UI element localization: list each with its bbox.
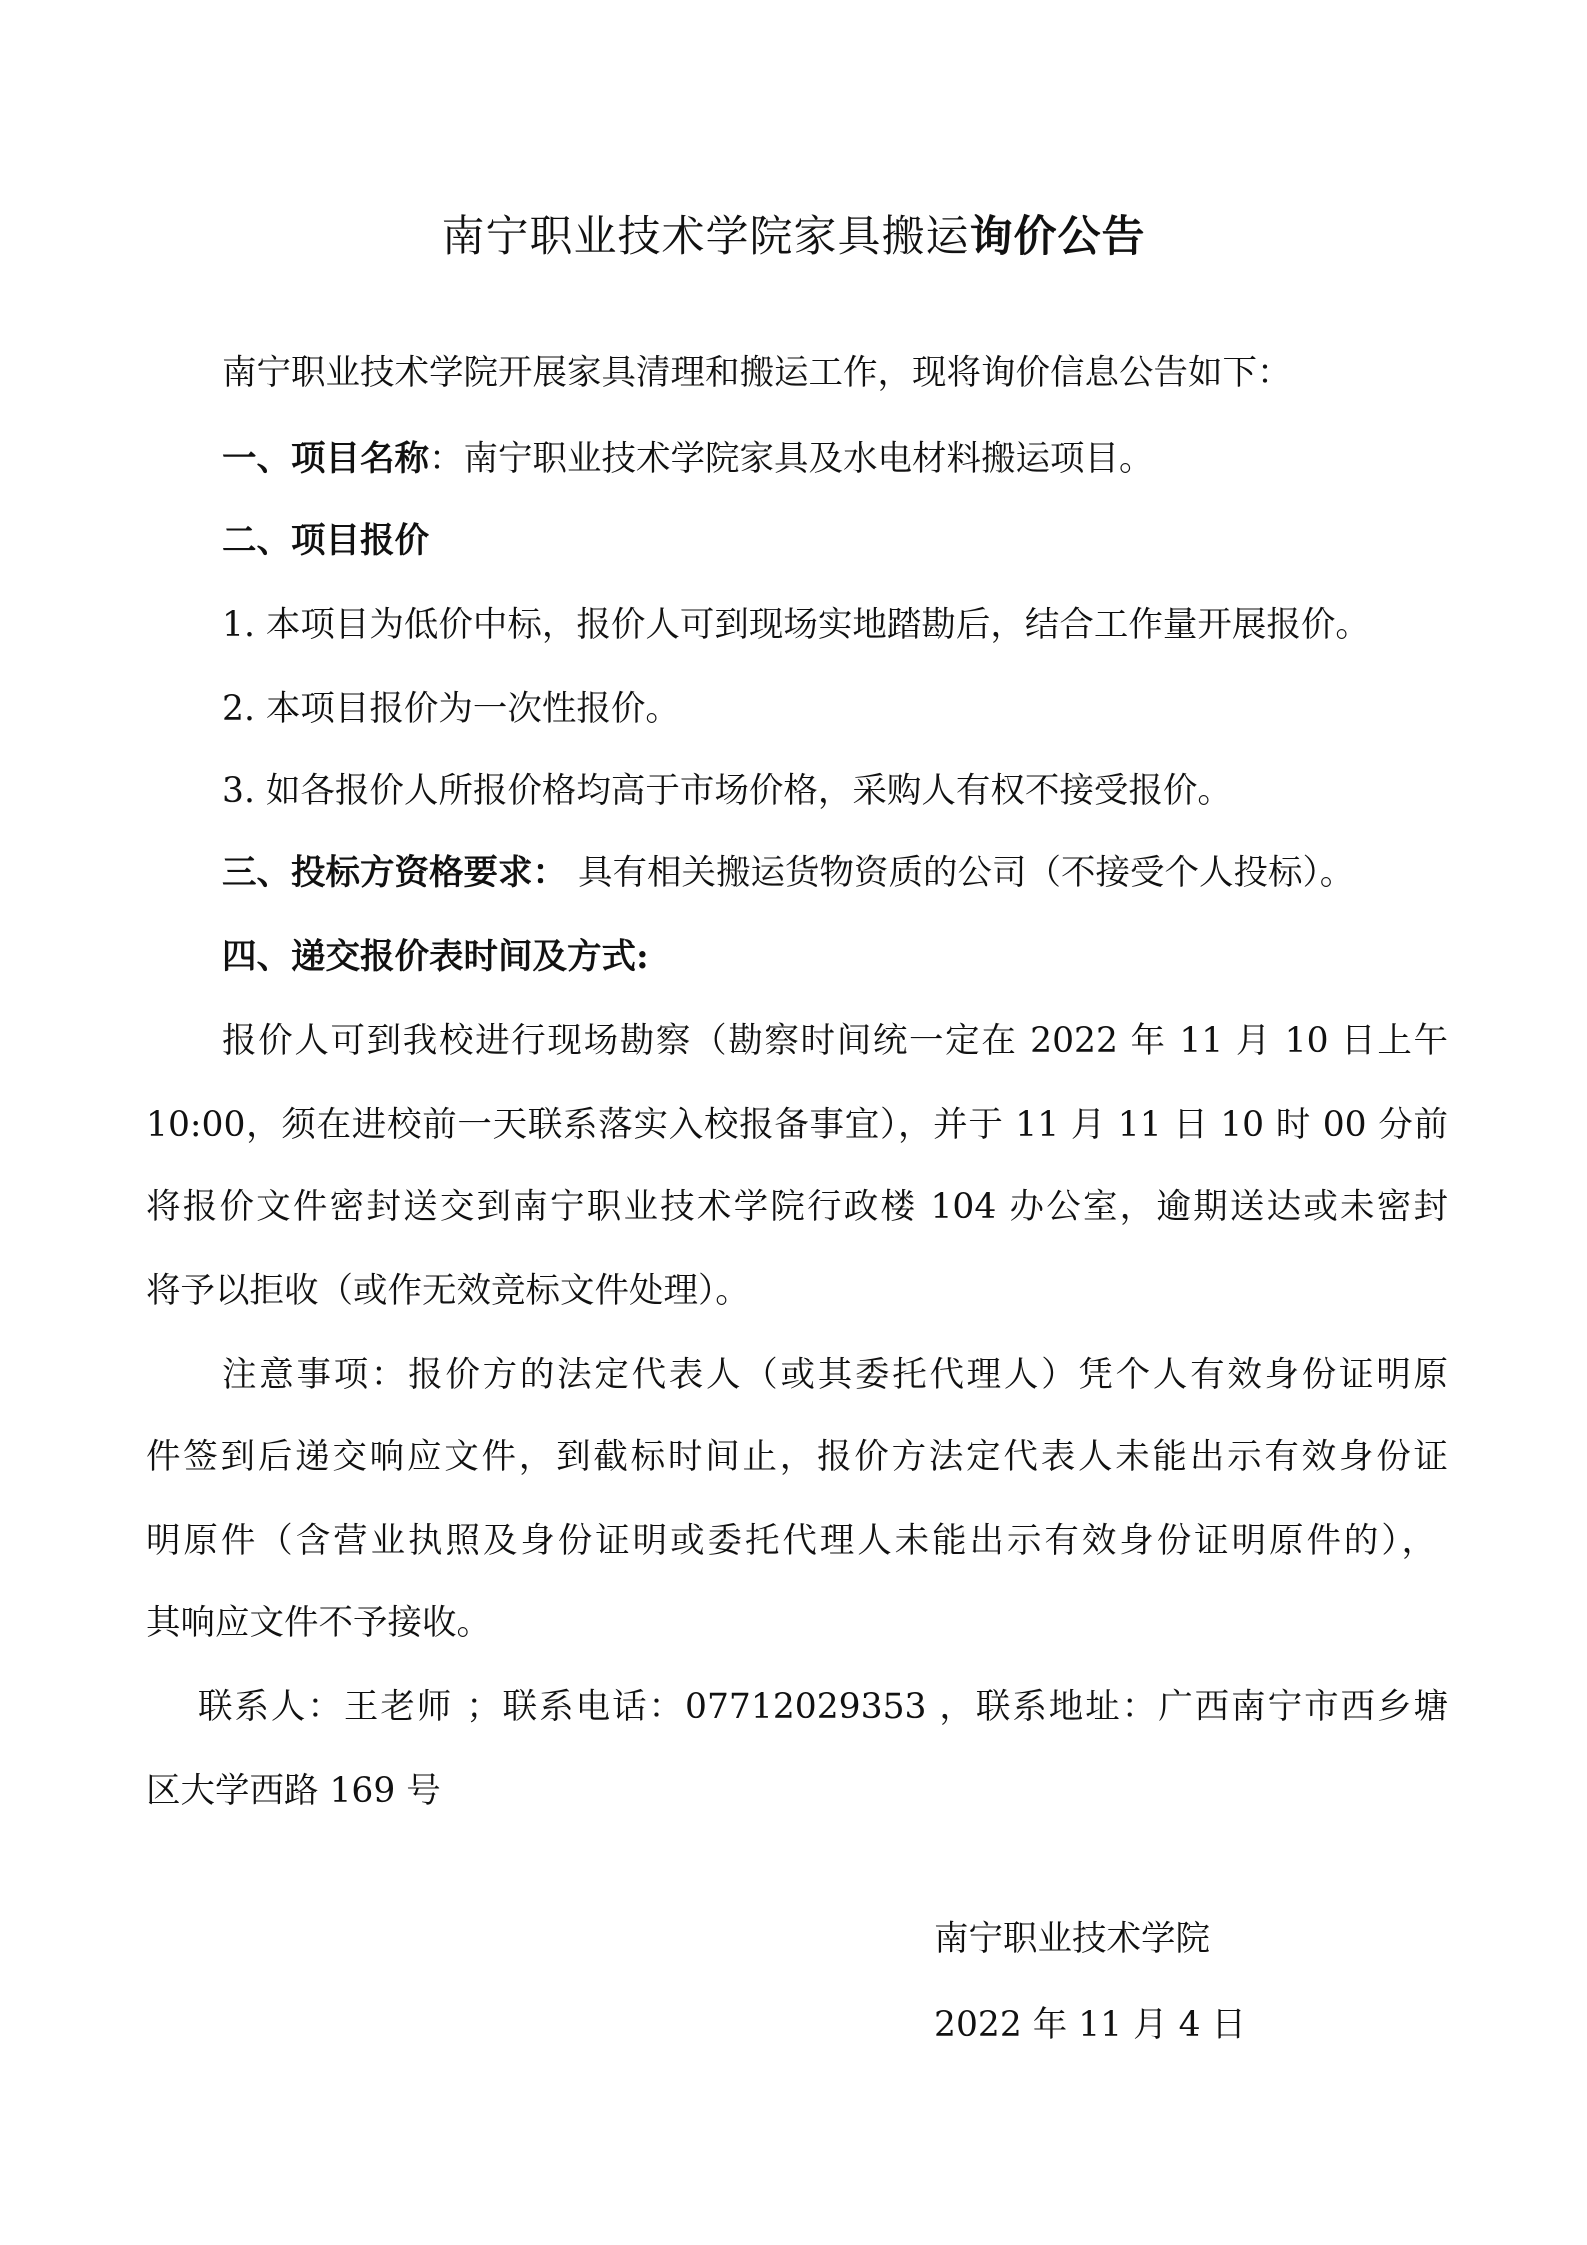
notice-line-4: 其响应文件不予接收。 [146, 1603, 491, 1643]
notice-line-3: 明原件（含营业执照及身份证明或委托代理人未能出示有效身份证明原件的）， [146, 1521, 1436, 1561]
contact-line-2: 区大学西路 169 号 [146, 1771, 441, 1811]
section-4-heading: 四、递交报价表时间及方式: [222, 937, 649, 977]
section-2-item-1: 1. 本项目为低价中标，报价人可到现场实地踏勘后，结合工作量开展报价。 [222, 605, 1370, 645]
section-4-line-1: 报价人可到我校进行现场勘察（勘察时间统一定在 2022 年 11 月 10 日上午 [222, 1021, 1448, 1061]
notice-line-1: 注意事项：报价方的法定代表人（或其委托代理人）凭个人有效身份证明原 [222, 1355, 1448, 1395]
title-part-2: 询价公告 [969, 212, 1146, 262]
signature-date: 2022 年 11 月 4 日 [934, 2005, 1246, 2045]
section-2-item-2: 2. 本项目报价为一次性报价。 [222, 689, 680, 729]
title-part-1: 南宁职业技术学院家具搬运 [441, 212, 970, 262]
section-1-label: 一、项目名称 [222, 439, 429, 479]
section-3 [222, 848, 1522, 898]
signature-org: 南宁职业技术学院 [934, 1919, 1210, 1959]
section-4-line-4: 将予以拒收（或作无效竞标文件处理）。 [146, 1271, 750, 1311]
section-4-line-2: 10:00，须在进校前一天联系落实入校报备事宜），并于 11 月 11 日 10 时 00 分前 [146, 1105, 1448, 1145]
section-1 [222, 434, 1522, 484]
section-1-text: ：南宁职业技术学院家具及水电材料搬运项目。 [429, 439, 1154, 479]
intro-paragraph: 南宁职业技术学院开展家具清理和搬运工作，现将询价信息公告如下： [222, 353, 1292, 393]
section-2-heading: 二、项目报价 [222, 521, 429, 561]
section-2-item-3: 3. 如各报价人所报价格均高于市场价格，采购人有权不接受报价。 [222, 771, 1232, 811]
contact-line-1: 联系人：王老师 ；联系电话：07712029353 ，联系地址：广西南宁市西乡塘 [198, 1687, 1448, 1727]
section-4-line-3: 将报价文件密封送交到南宁职业技术学院行政楼 104 办公室，逾期送达或未密封 [146, 1187, 1448, 1227]
notice-line-2: 件签到后递交响应文件，到截标时间止，报价方法定代表人未能出示有效身份证 [146, 1437, 1448, 1477]
section-3-label: 三、投标方资格要求： [222, 853, 567, 893]
document-title [0, 202, 1587, 272]
section-3-text: 具有相关搬运货物资质的公司（不接受个人投标）。 [567, 853, 1355, 893]
